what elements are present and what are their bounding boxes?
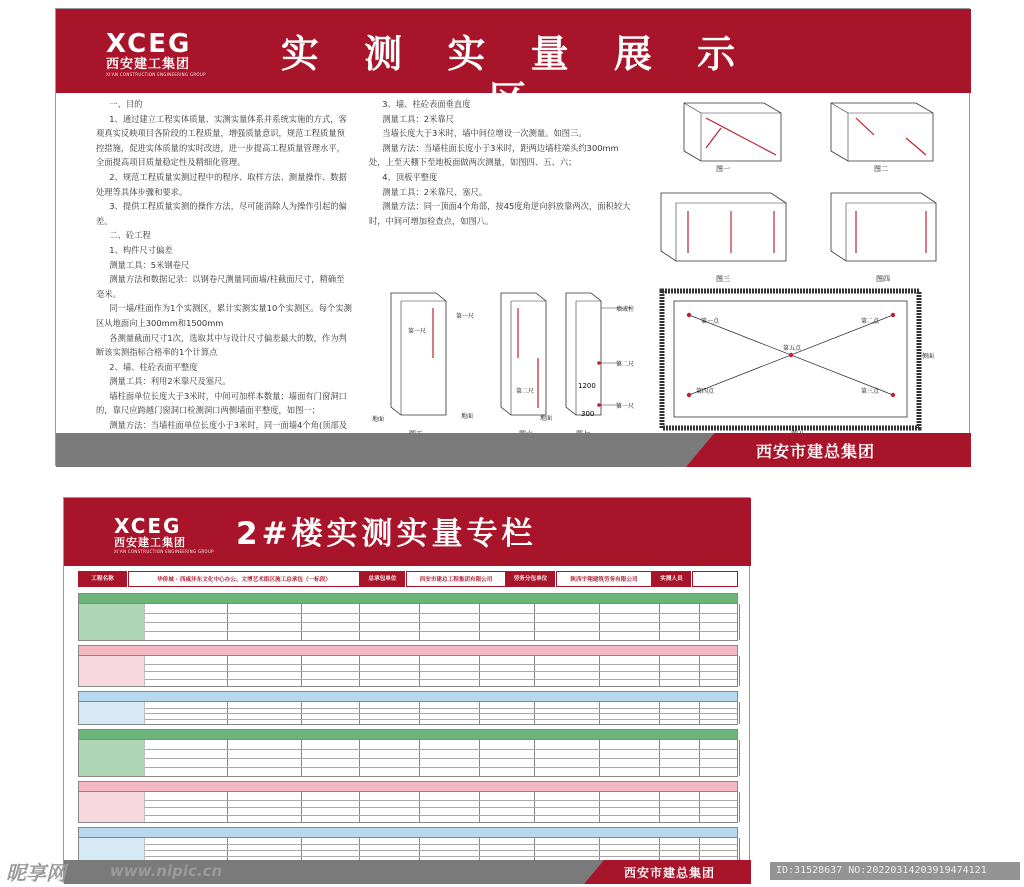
grid-block-body <box>79 604 737 640</box>
figure-1-label: 图一 <box>716 165 730 173</box>
fig5-ground: 地面 <box>372 416 385 423</box>
grid-row-divider <box>145 844 737 845</box>
board-title: 实 测 实 量 展 示 区 <box>280 32 752 122</box>
company-logo <box>106 31 206 78</box>
grid-col-divider <box>739 702 740 724</box>
fig8-pt4: 第四点 <box>696 388 715 395</box>
paragraph: 3、墙、柱砼表面垂直度 <box>382 99 471 109</box>
grid-row-label <box>79 604 145 640</box>
grid-row-label <box>79 656 145 686</box>
paragraph: 测量工具：2米靠尺 <box>382 113 454 124</box>
grid-row-divider <box>145 815 737 816</box>
fig8-pt5: 第五点 <box>783 345 802 352</box>
info-labor-label: 劳务分包单位 <box>506 571 556 587</box>
figure-1 <box>684 103 781 173</box>
fig6-first-rule: 第一尺 <box>456 313 475 320</box>
grid-block-body <box>79 792 737 822</box>
paragraph: 测量工具：5米钢卷尺 <box>109 259 190 270</box>
paragraph: 测量工具：2米靠尺、塞尺。 <box>382 186 488 197</box>
fig8-pt2: 第二点 <box>861 318 880 325</box>
watermark-logo: 昵享网 <box>6 861 66 885</box>
figure-3-label: 图三 <box>716 275 730 283</box>
grid-row-divider <box>145 850 737 851</box>
fig7-first-rule: 第一尺 <box>616 403 635 410</box>
fig7-dim-300: 300 <box>581 410 595 418</box>
footer-company: 西安市建总集团 <box>624 866 716 880</box>
grid-row-divider <box>145 807 737 808</box>
info-inspector-value <box>692 571 738 587</box>
grid-block-header <box>79 828 737 838</box>
figure-2-label: 图二 <box>874 165 888 173</box>
grid-row-label <box>79 740 145 776</box>
grid-block <box>78 645 738 687</box>
logo-company-name: 西安建工集团 <box>106 57 191 72</box>
grid-row-divider <box>145 767 737 768</box>
grid-row-label <box>79 702 145 724</box>
paragraph: 墙柱面单位长度大于3米时，中间可加样本数量；墙面有门窗洞口的，靠尺应跨越门窗洞口检测洞口两侧墙面平整度，如图一； <box>96 390 347 416</box>
paragraph: 测量方法：当墙柱面单位长度小于3米时，同一面墙4个角(顶部及 <box>109 420 348 431</box>
grid-block-body <box>79 702 737 724</box>
grid-row-divider <box>145 613 737 614</box>
grid-block-header <box>79 782 737 792</box>
paragraph: 1、通过建立工程实体质量、实测实量体系并系统实施的方式，客观真实反映项目各阶段的工程质量，增强质量意识，规范工程质量预控措施，促进实体质量的实时改进，进一步提高工程质量管理水平，全面提高项目质量稳定性及精细化管理。 <box>96 113 347 168</box>
grid-row-divider <box>145 622 737 623</box>
project-info-row <box>78 571 738 587</box>
illustration-figures <box>56 93 971 433</box>
grid-col-divider <box>739 792 740 822</box>
fig5-first-rule: 第一尺 <box>408 328 427 335</box>
grid-row-divider <box>145 708 737 709</box>
grid-block-header <box>79 646 737 656</box>
grid-row-divider <box>145 800 737 801</box>
paragraph: 二、砼工程 <box>109 230 151 241</box>
paragraph: 4、顶板平整度 <box>382 171 438 182</box>
grid-block-body <box>79 838 737 862</box>
grid-row-divider <box>145 856 737 857</box>
fig7-ground: 地面 <box>540 415 553 422</box>
fig7-second-rule: 第二尺 <box>616 361 635 368</box>
paragraph: 测量方法：当墙柱面长度小于3米时，距两边墙柱端头约300mm处，上至天棚下至地板面做两次测量，如图四、五、六； <box>369 142 619 168</box>
watermark-id: ID:31528637 NO:20220314203919474121 <box>770 862 1020 880</box>
grid-col-divider <box>739 740 740 776</box>
grid-block <box>78 729 738 777</box>
grid-block-header <box>79 730 737 740</box>
grid-block <box>78 781 738 823</box>
paragraph: 同一墙/柱面作为1个实测区，累计实测实量10个实测区。每个实测区从地面向上300mm和1500mm <box>96 303 352 328</box>
company-logo <box>114 516 214 555</box>
paragraph: 测量方法和数据记录：以钢卷尺测量同面墙/柱截面尺寸，精确至毫米。 <box>96 274 345 299</box>
footer-company: 西安市建总集团 <box>756 442 876 461</box>
display-board-measurement <box>55 8 970 466</box>
fig7-dim-1200: 1200 <box>578 382 596 390</box>
fig6-second-rule: 第二尺 <box>516 388 535 395</box>
board-title: 2#楼实测实量专栏 <box>236 516 537 552</box>
fig8-pt1: 第一点 <box>701 318 720 325</box>
grid-row-label <box>79 792 145 822</box>
logo-company-name-en: XI'AN CONSTRUCTION ENGINEERING GROUP <box>106 72 206 77</box>
figure-7 <box>540 293 634 438</box>
paragraph: 2、规范工程质量实测过程中的程序、取样方法、测量操作、数据处理等具体步骤和要求。 <box>96 171 347 197</box>
grid-block <box>78 593 738 641</box>
figure-2 <box>831 103 933 173</box>
grid-row-divider <box>145 758 737 759</box>
grid-col-divider <box>739 838 740 862</box>
figure-4-label: 图四 <box>876 275 890 283</box>
figure-6 <box>456 293 546 438</box>
figure-8 <box>662 291 934 438</box>
grid-block <box>78 827 738 863</box>
info-contractor-label: 总承包单位 <box>360 571 406 587</box>
info-project-label: 工程名称 <box>78 571 128 587</box>
grid-block-header <box>79 692 737 702</box>
grid-row-divider <box>145 671 737 672</box>
fig7-wall-col: 墙或柱 <box>616 306 635 313</box>
grid-block <box>78 691 738 725</box>
watermark-url: www.nipic.cn <box>110 862 223 880</box>
info-contractor-value: 西安市建总工程集团有限公司 <box>406 571 506 587</box>
grid-block-body <box>79 656 737 686</box>
paragraph: 当墙长度大于3米时，墙中间位增设一次测量。如图三。 <box>382 128 587 139</box>
paragraph: 1、构件尺寸偏差 <box>109 244 173 255</box>
logo-mark: XCEG <box>106 29 192 59</box>
grid-col-divider <box>739 604 740 640</box>
logo-company-name: 西安建工集团 <box>114 536 186 549</box>
info-labor-value: 陕西宇翔建筑劳务有限公司 <box>556 571 652 587</box>
paragraph: 测量方法：同一顶面4个角部，按45度角逆向斜放靠两次，面积较大时，中间可增加检查点，如图八。 <box>369 201 631 226</box>
paragraph: 3、提供工程质量实测的操作方法，尽可能消除人为操作引起的偏差。 <box>96 201 347 226</box>
figure-5 <box>372 293 446 438</box>
grid-col-divider <box>739 656 740 686</box>
paragraph: 各测量截面尺寸1次，选取其中与设计尺寸偏差最大的数，作为判断该实测指标合格率的1个计算点 <box>96 332 347 358</box>
grid-row-divider <box>145 719 737 720</box>
grid-row-divider <box>145 749 737 750</box>
info-project-value: 华侨城 · 西咸沣东文化中心办公、文博艺术街区施工总承包（一标段） <box>128 571 360 587</box>
paragraph: 2、墙、柱砼表面平整度 <box>109 361 198 372</box>
fig8-pt3: 第三点 <box>861 388 880 395</box>
grid-block-body <box>79 740 737 776</box>
fig8-wall-side: 侧面 <box>922 353 935 360</box>
grid-row-divider <box>145 713 737 714</box>
fig6-ground: 地面 <box>461 413 474 420</box>
grid-block-header <box>79 594 737 604</box>
figure-4 <box>831 193 936 283</box>
paragraph: 一、目的 <box>109 99 143 109</box>
grid-row-divider <box>145 664 737 665</box>
figure-3 <box>661 193 786 283</box>
logo-company-name-en: XI'AN CONSTRUCTION ENGINEERING GROUP <box>114 549 214 554</box>
display-board-building2 <box>63 497 750 883</box>
grid-row-divider <box>145 679 737 680</box>
logo-mark: XCEG <box>114 514 182 538</box>
grid-row-label <box>79 838 145 862</box>
paragraph: 测量工具：利用2米靠尺及塞尺。 <box>109 376 231 387</box>
info-inspector-label: 实测人员 <box>652 571 692 587</box>
measurement-grid <box>78 593 738 867</box>
grid-row-divider <box>145 631 737 632</box>
